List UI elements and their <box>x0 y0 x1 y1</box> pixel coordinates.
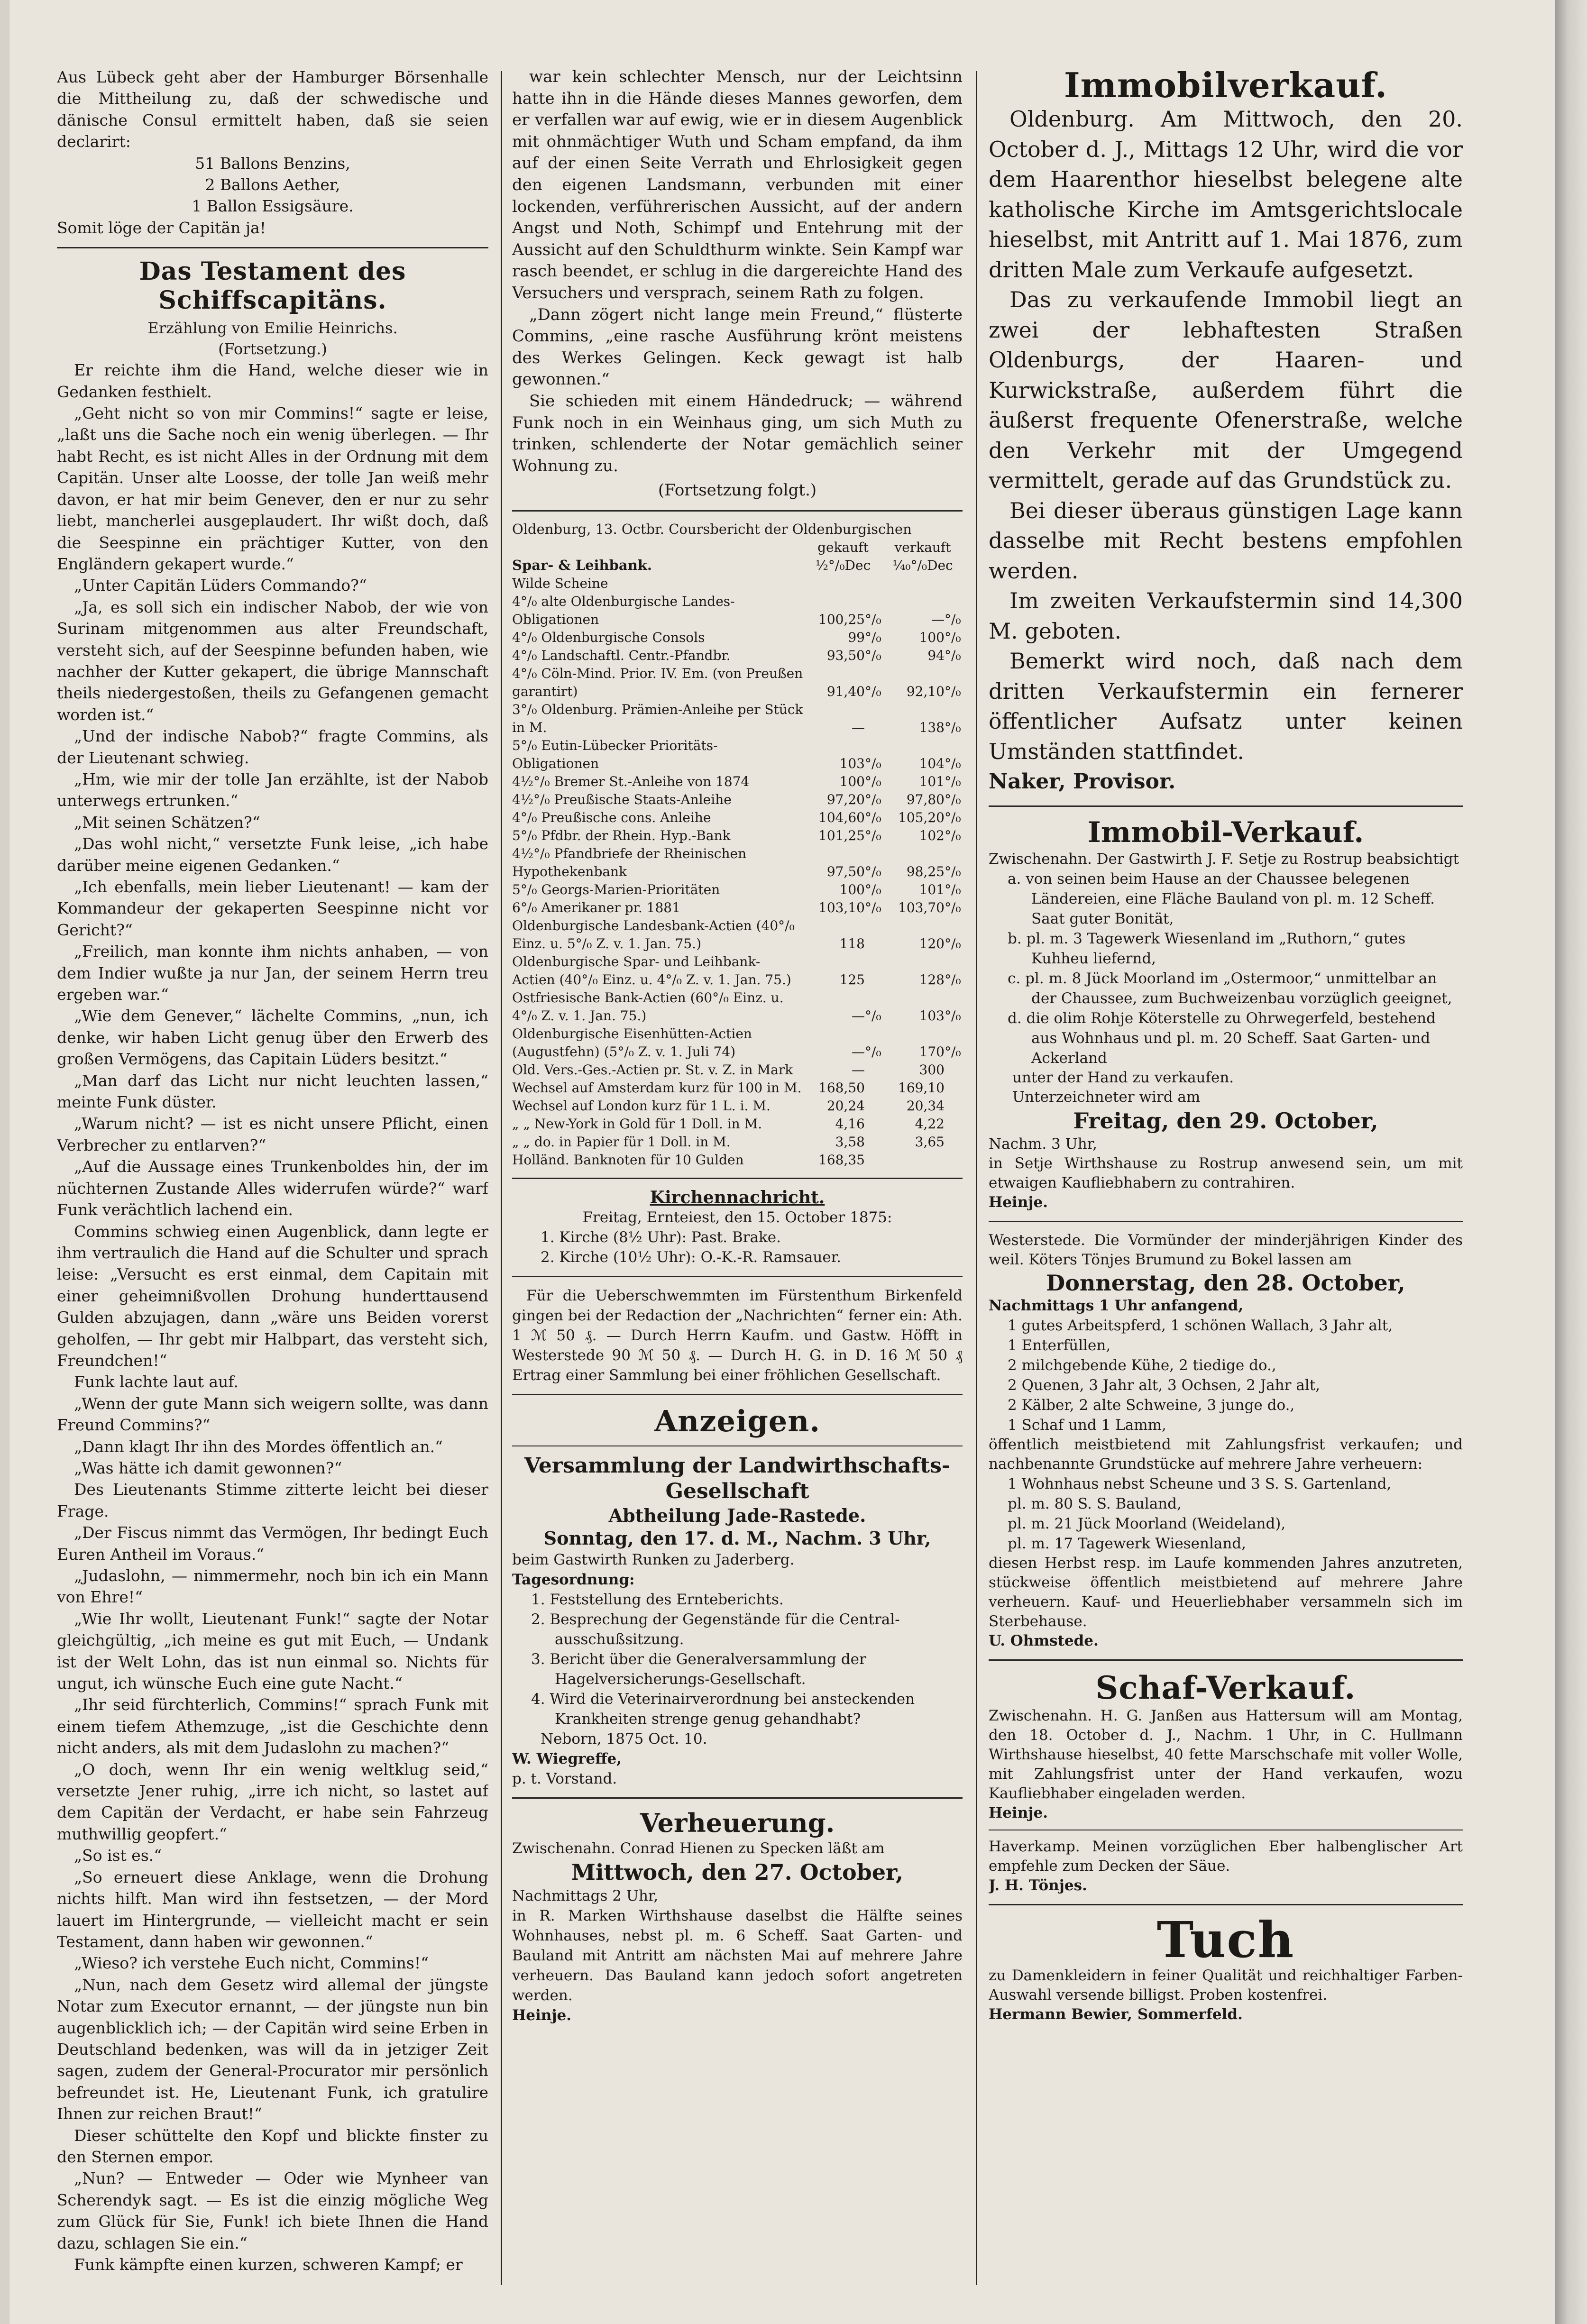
story-paragraph: „Ihr seid fürchterlich, Commins!“ sprach Funk mit einem tiefem Athemzuge, „ist die Geschichte denn nicht anders, als mit dem Judaslohn zu machen?“ <box>57 1695 488 1757</box>
bought-value: 4,16 <box>835 1116 865 1132</box>
cloth-ad-title: Tuch <box>1156 1910 1295 1969</box>
bought-unit: °/₀ <box>865 791 881 807</box>
bought-unit <box>865 1061 883 1079</box>
bought-unit: °/₀ <box>865 827 881 843</box>
sheep-sale-signature: Heinje. <box>989 1804 1048 1821</box>
flood-relief-text: Für die Ueberschwemmten im Fürstenthum Birkenfeld gingen bei der Redaction der „Nachrichten“ ferner ein: Ath. 1 ℳ 50 ₰. — Durch Herrn Kaufm. und Gastw. Höfft in Westerstede 90 ℳ 50 ₰. — Durch H. G. in D. 16 ℳ 50 ₰ Ertrag einer Sammlung bei einer fröhlichen Gesellschaft. <box>512 1287 963 1384</box>
section-rule <box>989 1904 1463 1905</box>
sold-value: 103 <box>919 1007 945 1024</box>
section-rule <box>512 1797 963 1799</box>
story-paragraph: „Ich ebenfalls, mein lieber Lieutenant! — kam der Kommandeur der gekaperten Seespinne nicht vor Gericht?“ <box>57 878 488 939</box>
bought-unit <box>865 917 883 953</box>
column-rule-2 <box>976 71 977 2285</box>
ads-heading: Anzeigen. <box>654 1403 820 1438</box>
bought-value: 118 <box>839 935 865 952</box>
auction-mid: öffentlich meistbietend mit Zahlungsfrist verkaufen; und nachbenannte Grundstücke auf mehrere Jahre verheuern: <box>989 1436 1463 1473</box>
bought-unit: °/₀ <box>865 611 881 627</box>
story-paragraph: „Was hätte ich damit gewonnen?“ <box>74 1458 342 1477</box>
boar-notice-signature: J. H. Tönjes. <box>989 1876 1087 1894</box>
security-name: Old. Vers.-Ges.-Actien pr. St. v. Z. in Mark <box>512 1061 793 1078</box>
story-paragraph: „Wenn der gute Mann sich weigern sollte, was dann Freund Commins?“ <box>57 1394 488 1435</box>
column-header-sold: verkauft <box>894 539 951 555</box>
bought-value: 93,50 <box>826 647 865 663</box>
page-left-strip <box>0 0 9 2324</box>
exchange-row <box>512 953 963 989</box>
exchange-row <box>512 773 963 791</box>
sold-value: 100 <box>919 629 945 645</box>
section-rule <box>512 510 963 512</box>
exchange-row <box>512 647 963 665</box>
cloth-ad-signature: Hermann Bewier, Sommerfeld. <box>989 2005 1243 2023</box>
lease-ad <box>512 1807 963 2025</box>
sold-value: 102 <box>919 827 945 843</box>
security-name: Ostfriesische Bank-Actien (60°/₀ Einz. u. 4°/₀ Z. v. 1. Jan. 75.) <box>512 989 784 1024</box>
property-sale-paragraph: Bemerkt wird noch, daß nach dem dritten Verkaufstermin ein fernerer öffentlicher Aufsatz unter keinen Umständen stattfindet. <box>989 648 1463 764</box>
lease-text: in R. Marken Wirthshause daselbst die Hälfte seines Wohnhauses, nebst pl. m. 6 Scheff. Saat Garten- und Bauland mit Antritt am nächsten Mai auf mehrere Jahre verheuern. Das Bauland kann jedoch sofort angetreten werden. <box>512 1907 963 2004</box>
security-name: „ „ do. in Papier für 1 Doll. in M. <box>512 1134 731 1150</box>
sold-unit <box>945 1079 963 1097</box>
meeting-agenda-title: Tagesordnung: <box>512 1571 635 1588</box>
meeting-location-date: Neborn, 1875 Oct. 10. <box>541 1730 707 1748</box>
column-rule-1 <box>501 71 502 2285</box>
security-name: 5°/₀ Pfdbr. der Rhein. Hyp.-Bank <box>512 827 731 843</box>
story-paragraph: „Dann zögert nicht lange mein Freund,“ flüsterte Commins, „eine rasche Ausführung krönt meistens des Werkes Gelingen. Keck gewagt ist halb gewonnen.“ <box>512 305 963 389</box>
bought-unit: °/₀ <box>865 647 881 663</box>
sold-unit <box>945 1061 963 1079</box>
story-paragraph: „Warum nicht? — ist es nicht unsere Pflicht, einen Verbrecher zu entlarven?“ <box>57 1114 488 1154</box>
sold-unit: °/₀ <box>945 971 961 988</box>
bought-unit: °/₀ <box>865 755 881 771</box>
sold-value: 169,10 <box>898 1080 945 1096</box>
exchange-row <box>512 917 963 953</box>
column-header-sold-unit: ¼₀°/₀Dec <box>892 557 953 573</box>
auction-intro: Westerstede. Die Vormünder der minderjährigen Kinder des weil. Köters Tönjes Brumund zu Bokel lassen am <box>989 1231 1463 1268</box>
bought-value: 20,24 <box>826 1098 865 1114</box>
auction-plot: pl. m. 21 Jück Moorland (Weideland), <box>1008 1515 1286 1532</box>
sold-value: 101 <box>919 773 945 789</box>
exchange-header: Oldenburg, 13. Octbr. Coursbericht der Oldenburgischen <box>512 521 912 537</box>
bought-unit <box>865 1151 883 1169</box>
story-paragraph: Des Lieutenants Stimme zitterte leicht bei dieser Frage. <box>57 1480 488 1520</box>
to-be-continued: (Fortsetzung folgt.) <box>658 481 817 500</box>
bought-value: — <box>852 1043 865 1060</box>
cargo-item: 2 Ballons Aether, <box>205 175 340 194</box>
section-rule <box>512 1276 963 1277</box>
column-right <box>989 66 1463 2024</box>
exchange-row <box>512 1061 963 1079</box>
story-body-continued <box>512 66 963 477</box>
property-sale-text <box>989 104 1463 767</box>
security-name: Wilde Scheine <box>512 575 608 591</box>
auction-plot: pl. m. 17 Tagewerk Wiesenland, <box>1008 1535 1247 1552</box>
lease-signature: Heinje. <box>512 2006 572 2024</box>
story-paragraph: „Auf die Aussage eines Trunkenboldes hin, der im nüchternen Zustande Alles widerrufen würde?“ warf Funk verächtlich lachend ein. <box>57 1157 488 1219</box>
auction-plot: 1 Wohnhaus nebst Scheune und 3 S. S. Gartenland, <box>1008 1475 1392 1492</box>
flood-relief-notice <box>512 1286 963 1385</box>
property-sale2-after: Unterzeichneter wird am <box>1012 1088 1201 1106</box>
section-rule <box>512 1178 963 1179</box>
story-paragraph: „Wieso? ich verstehe Euch nicht, Commins!“ <box>74 1954 429 1973</box>
sold-value: 101 <box>919 881 945 897</box>
sold-unit <box>945 1115 963 1133</box>
security-name: 4°/₀ Cöln-Mind. Prior. IV. Em. (von Preußen garantirt) <box>512 665 803 699</box>
bought-unit <box>865 953 883 989</box>
property-sale2-items <box>989 869 1463 1068</box>
sold-value <box>883 575 945 593</box>
exchange-row <box>512 1079 963 1097</box>
sold-value: 105,20 <box>898 809 945 825</box>
exchange-rows <box>512 575 963 1169</box>
story-paragraph: „Nun? — Entweder — Oder wie Mynheer van Scherendyk sagt. — Es ist die einzig mögliche Weg zum Glück für Sie, Funk! ich biete Ihnen die Hand dazu, schlagen Sie ein.“ <box>57 2169 488 2252</box>
bought-unit <box>865 1133 883 1151</box>
exchange-row <box>512 1025 963 1061</box>
story-paragraph: „Wie Ihr wollt, Lieutenant Funk!“ sagte der Notar gleichgültig, „ich meine es gut mit Euch, — Undank ist der Welt Lohn, das ist nun einmal so. Nichts für ungut, ich wünsche Euch eine gute Nacht.“ <box>57 1609 488 1693</box>
sold-unit: °/₀ <box>945 719 961 735</box>
bought-value: 168,35 <box>818 1152 865 1168</box>
church-notice <box>512 1188 963 1267</box>
story-paragraph: „Dann klagt Ihr ihn des Mordes öffentlich an.“ <box>74 1437 443 1456</box>
story-paragraph: „Ja, es soll sich ein indischer Nabob, der wie von Surinam mitgenommen aus alter Freundschaft, versteht sich, auf der Seespinne befunden haben, wie nachher der Kutter gekapert, die übrige Mannschaft theils niedergestoßen, theils zu Gefangenen gemacht worden ist.“ <box>57 597 488 724</box>
sold-unit: °/₀ <box>945 935 961 952</box>
sold-value: 92,10 <box>906 683 945 699</box>
sold-unit: °/₀ <box>945 773 961 789</box>
security-name: 4°/₀ Oldenburgische Consols <box>512 629 705 645</box>
story-paragraph: Dieser schüttelte den Kopf und blickte finster zu den Sternen empor. <box>57 2126 488 2166</box>
meeting-agenda <box>512 1590 963 1729</box>
property-sale2-text: in Setje Wirthshause zu Rostrup anwesend sein, um mit etwaigen Kaufliebhabern zu contrahiren. <box>989 1154 1463 1191</box>
story-paragraph: Funk kämpfte einen kurzen, schweren Kampf; er <box>74 2255 463 2274</box>
auction-item: 1 gutes Arbeitspferd, 1 schönen Wallach, 3 Jahr alt, <box>1008 1317 1393 1334</box>
sold-unit <box>945 575 963 593</box>
exchange-row <box>512 701 963 737</box>
sold-value: 97,80 <box>906 791 945 807</box>
property-sale-paragraph: Bei dieser überaus günstigen Lage kann dasselbe mit Recht bestens empfohlen werden. <box>989 497 1463 584</box>
exchange-row <box>512 665 963 701</box>
story-title: Das Testament des Schiffscapitäns. <box>139 257 406 315</box>
sold-unit: °/₀ <box>945 791 961 807</box>
security-name: 3°/₀ Oldenburg. Prämien-Anleihe per Stück in M. <box>512 701 803 735</box>
auction-item: 2 Kälber, 2 alte Schweine, 3 junge do., <box>1008 1396 1295 1414</box>
agenda-item: 1. Feststellung des Ernteberichts. <box>531 1591 784 1608</box>
bought-value: — <box>852 1061 865 1078</box>
meeting-title: Versammlung der Landwirthschafts-Gesellschaft <box>524 1453 951 1503</box>
auction-end: diesen Herbst resp. im Laufe kommenden Jahres anzutreten, stückweise öffentlich meistbietend auf mehrere Jahre verheuern. Kauf- und Heuerliebhaber versammeln sich im Sterbehause. <box>989 1554 1463 1630</box>
lease-title: Verheuerung. <box>640 1807 835 1838</box>
security-name: Wechsel auf London kurz für 1 L. i. M. <box>512 1098 771 1114</box>
auction-items <box>989 1316 1463 1435</box>
sold-value: 120 <box>919 935 945 952</box>
sold-value <box>883 1151 945 1169</box>
column-left <box>57 66 488 2275</box>
intro-block <box>57 66 488 238</box>
bought-unit <box>865 1079 883 1097</box>
auction-item: 1 Enterfüllen, <box>1008 1336 1111 1354</box>
bought-unit: °/₀ <box>865 809 881 825</box>
auction-item: 1 Schaf und 1 Lamm, <box>1008 1416 1166 1434</box>
property-item: a. von seinen beim Hause an der Chaussee belegenen Ländereien, eine Fläche Bauland von pl. m. 12 Scheff. Saat guter Bonität, <box>1008 870 1435 927</box>
church-line: 1. Kirche (8½ Uhr): Past. Brake. <box>541 1228 781 1246</box>
security-name: Holländ. Banknoten für 10 Gulden <box>512 1152 744 1168</box>
lease-time: Nachmittags 2 Uhr, <box>512 1887 659 1904</box>
sold-value: 128 <box>919 971 945 988</box>
column-header-bought-unit: ½°/₀Dec <box>815 557 871 573</box>
exchange-row <box>512 737 963 773</box>
auction-item: 2 milchgebende Kühe, 2 tiedige do., <box>1008 1356 1276 1374</box>
property-sale-title: Immobilverkauf. <box>1064 66 1388 105</box>
story-continuation: (Fortsetzung.) <box>218 340 327 358</box>
security-name: 4°/₀ Landschaftl. Centr.-Pfandbr. <box>512 647 731 663</box>
cloth-ad-text: zu Damenkleidern in feiner Qualität und reichhaltiger Farben-Auswahl versende billigst. Proben kostenfrei. <box>989 1967 1463 2004</box>
sold-unit: °/₀ <box>945 683 961 699</box>
exchange-row <box>512 1097 963 1115</box>
property-sale2-signature: Heinje. <box>989 1193 1048 1211</box>
section-rule <box>989 805 1463 807</box>
bought-value: 3,58 <box>835 1134 865 1150</box>
bought-value: 103,10 <box>818 899 865 915</box>
story-paragraph: „Man darf das Licht nur nicht leuchten lassen,“ meinte Funk düster. <box>57 1071 488 1112</box>
bought-value: 100 <box>839 773 865 789</box>
sold-value: 4,22 <box>915 1116 945 1132</box>
exchange-row <box>512 845 963 881</box>
meeting-signature-role: p. t. Vorstand. <box>512 1770 617 1787</box>
security-name: 6°/₀ Amerikaner pr. 1881 <box>512 899 680 915</box>
sold-value: 104 <box>919 755 945 771</box>
sheep-sale-title: Schaf-Verkauf. <box>1095 1669 1356 1706</box>
sold-unit: °/₀ <box>945 611 961 627</box>
sold-value: 94 <box>927 647 945 663</box>
sold-unit: °/₀ <box>945 1043 961 1060</box>
meeting-signature: W. Wiegreffe, <box>512 1750 622 1767</box>
story-paragraph: „Unter Capitän Lüders Commando?“ <box>74 576 367 595</box>
story-paragraph: war kein schlechter Mensch, nur der Leichtsinn hatte ihn in die Hände dieses Mannes geworfen, dem er verfallen war auf ewig, wie er in diesem Augenblick mit ohnmächtiger Wuth und Scham empfand, da ihm auf der einen Seite Verrath und Ehrlosigkeit gegen den eigenen Landsmann, verbunden mit einer lockenden, verführerischen Aussicht, auf der andern Angst und Noth, Schimpf und Entehrung mit der Aussicht auf den Schuldthurm winkte. Sein Kampf war rasch beendet, er schlug in die dargereichte Hand des Versuchers und versprach, seinem Rath zu folgen. <box>512 67 963 302</box>
bought-value: — <box>852 1007 865 1024</box>
lease-intro: Zwischenahn. Conrad Hienen zu Specken läßt am <box>512 1839 885 1857</box>
bought-unit: °/₀ <box>865 683 881 699</box>
agenda-item: 3. Bericht über die Generalversammlung der Hagelversicherungs-Gesellschaft. <box>531 1650 866 1688</box>
story-paragraph: „Mit seinen Schätzen?“ <box>74 813 260 832</box>
property-sale2-date: Freitag, den 29. October, <box>1073 1107 1378 1134</box>
sold-value: 3,65 <box>915 1134 945 1150</box>
exchange-row <box>512 593 963 629</box>
exchange-row <box>512 575 963 593</box>
bought-unit <box>865 575 883 593</box>
bought-value: 104,60 <box>818 809 865 825</box>
sold-unit: °/₀ <box>945 809 961 825</box>
story-paragraph: „Hm, wie mir der tolle Jan erzählte, ist der Nabob unterwegs ertrunken.“ <box>57 769 488 810</box>
property-sale-paragraph: Oldenburg. Am Mittwoch, den 20. October d. J., Mittags 12 Uhr, wird die vor dem Haarenthor hieselbst belegene alte katholische Kirche im Amtsgerichtslocale hieselbst, mit Antritt auf 1. Mai 1876, zum dritten Male zum Verkaufe aufgesetzt. <box>989 106 1463 283</box>
sold-value: 138 <box>919 719 945 735</box>
security-name: Oldenburgische Eisenhütten-Actien (Augustfehn) (5°/₀ Z. v. 1. Juli 74) <box>512 1025 752 1060</box>
bought-unit: °/₀ <box>865 1043 881 1060</box>
exchange-row <box>512 989 963 1025</box>
security-name: Wechsel auf Amsterdam kurz für 100 in M. <box>512 1080 802 1096</box>
cargo-item: 1 Ballon Essigsäure. <box>192 197 354 216</box>
meeting-subtitle: Abtheilung Jade-Rastede. <box>608 1504 866 1526</box>
bought-value: 125 <box>839 971 865 988</box>
sold-unit: °/₀ <box>945 881 961 897</box>
bought-value <box>803 575 865 593</box>
story-paragraph: Sie schieden mit einem Händedruck; — während Funk noch in ein Weinhaus ging, um sich Muth zu trinken, schlenderte der Notar gemächlich seiner Wohnung zu. <box>512 391 963 476</box>
sold-value: — <box>931 611 945 627</box>
church-title: Kirchennachricht. <box>650 1187 825 1208</box>
story-body <box>57 359 488 2275</box>
property-sale-paragraph: Das zu verkaufende Immobil liegt an zwei der lebhaftesten Straßen Oldenburgs, der Haaren- und Kurwickstraße, außerdem führt die äußerst frequente Ofenerstraße, welche den Verkehr mit der Umgegend vermittelt, gerade auf das Grundstück zu. <box>989 287 1463 493</box>
bought-unit: °/₀ <box>865 899 881 915</box>
story-paragraph: Funk lachte laut auf. <box>74 1372 239 1391</box>
column-middle <box>512 66 963 2025</box>
sold-unit: °/₀ <box>945 899 961 915</box>
section-rule <box>989 1659 1463 1661</box>
exchange-row <box>512 827 963 845</box>
property-item: d. die olim Rohje Köterstelle zu Ohrwegerfeld, bestehend aus Wohnhaus und pl. m. 20 Scheff. Saat Garten- und Ackerland <box>1008 1009 1436 1067</box>
section-rule <box>989 1221 1463 1222</box>
exchange-row <box>512 809 963 827</box>
story-paragraph: „Nun, nach dem Gesetz wird allemal der jüngste Notar zum Executor ernannt, — der jüngste nun bin augenblicklich ich; — der Capitän wird seine Erben in Deutschland bedenken, was will da in jetziger Zeit sagen, zudem der General-Procurator mir persönlich befreundet ist. He, Lieutenant Funk, ich gratulire Ihnen zur reichen Braut!“ <box>57 1975 488 2123</box>
section-rule <box>57 247 488 248</box>
security-name: 4½°/₀ Preußische Staats-Anleihe <box>512 791 732 807</box>
sold-unit: °/₀ <box>945 755 961 771</box>
property-sale-signature: Naker, Provisor. <box>989 769 1176 794</box>
story-paragraph: „Das wohl nicht,“ versetzte Funk leise, „ich habe darüber meine eigenen Gedanken.“ <box>57 834 488 875</box>
bought-value: 101,25 <box>818 827 865 843</box>
bought-value: 97,50 <box>826 863 865 879</box>
bought-value: 99 <box>848 629 865 645</box>
property-sale2-intro: Zwischenahn. Der Gastwirth J. F. Setje zu Rostrup beabsichtigt <box>989 850 1459 868</box>
security-name: 4½°/₀ Bremer St.-Anleihe von 1874 <box>512 773 750 789</box>
exchange-row <box>512 899 963 917</box>
auction-item: 2 Quenen, 3 Jahr alt, 3 Ochsen, 2 Jahr alt, <box>1008 1376 1321 1394</box>
story-paragraph: Er reichte ihm die Hand, welche dieser wie in Gedanken festhielt. <box>57 361 488 401</box>
column-header-bought: gekauft <box>817 539 869 555</box>
bought-value: 97,20 <box>826 791 865 807</box>
sold-unit: °/₀ <box>945 647 961 663</box>
auction-plots <box>989 1474 1463 1554</box>
meeting-ad <box>512 1453 963 1789</box>
security-name: „ „ New-York in Gold für 1 Doll. in M. <box>512 1116 762 1132</box>
lease-date: Mittwoch, den 27. October, <box>571 1859 903 1885</box>
exchange-report <box>512 520 963 1169</box>
sold-unit: °/₀ <box>945 827 961 843</box>
story-paragraph: „Der Fiscus nimmt das Vermögen, Ihr bedingt Euch Euren Antheil im Voraus.“ <box>57 1523 488 1564</box>
bought-value: 91,40 <box>826 683 865 699</box>
bought-value: 103 <box>839 755 865 771</box>
security-name: Oldenburgische Landesbank-Actien (40°/₀ Einz. u. 5°/₀ Z. v. 1. Jan. 75.) <box>512 917 795 952</box>
agenda-item: 2. Besprechung der Gegenstände für die Central-ausschußsitzung. <box>531 1610 900 1648</box>
property-sale2-time: Nachm. 3 Uhr, <box>989 1135 1097 1153</box>
exchange-row <box>512 1133 963 1151</box>
story-paragraph: „O doch, wenn Ihr ein wenig weltklug seid,“ versetzte Jener ruhig, „irre ich nicht, so lastet auf dem Capitän der Verdacht, er habe sein Fahrzeug muthwillig geopfert.“ <box>57 1760 488 1843</box>
story-paragraph: „Geht nicht so von mir Commins!“ sagte er leise, „laßt uns die Sache noch ein wenig überlegen. — Ihr habt Recht, es ist nicht Alles in der Ordnung mit dem Capitän. Unser alte Loosse, der tolle Jan weiß mehr davon, er hat mir beim Genever, den er nur zu sehr liebt, mancherlei ausgeplaudert. Ihr wißt doch, daß die Seespinne ein prächtiger Kutter, von den Engländern gekapert wurde.“ <box>57 404 488 573</box>
security-name: 4½°/₀ Pfandbriefe der Rheinischen Hypothekenbank <box>512 845 747 879</box>
auction-signature: U. Ohmstede. <box>989 1632 1099 1649</box>
sold-unit <box>945 1133 963 1151</box>
intro-outro: Somit löge der Capitän ja! <box>57 218 266 237</box>
security-name: Oldenburgische Spar- und Leihbank-Actien (40°/₀ Einz. u. 4°/₀ Z. v. 1. Jan. 75.) <box>512 953 791 988</box>
exchange-row <box>512 1115 963 1133</box>
bought-unit: °/₀ <box>865 881 881 897</box>
story-paragraph: „So ist es.“ <box>74 1846 162 1865</box>
sold-unit <box>945 1097 963 1115</box>
property-item: c. pl. m. 8 Jück Moorland im „Ostermoor,“ unmittelbar an der Chaussee, zum Buchweizenbau vorzüglich geeignet, <box>1008 970 1452 1007</box>
cargo-list <box>57 153 488 217</box>
security-name: 5°/₀ Eutin-Lübecker Prioritäts-Obligationen <box>512 737 718 771</box>
bought-unit <box>865 701 883 737</box>
auction-plot: pl. m. 80 S. S. Bauland, <box>1008 1495 1182 1512</box>
security-name: 5°/₀ Georgs-Marien-Prioritäten <box>512 881 720 897</box>
story-paragraph: „So erneuert diese Anklage, wenn die Drohung nichts hilft. Man wird ihn festsetzen, — der Mord lauert im Hintergrunde, — vielleicht macht er sein Testament, dann haben wir gewonnen.“ <box>57 1867 488 1951</box>
cargo-item: 51 Ballons Benzins, <box>195 154 350 173</box>
sold-value: 98,25 <box>906 863 945 879</box>
story-paragraph: „Und der indische Nabob?“ fragte Commins, als der Lieutenant schwieg. <box>57 727 488 767</box>
story-paragraph: „Freilich, man konnte ihm nichts anhaben, — von dem Indier wußte ja nur Jan, der seinem Herrn treu ergeben war.“ <box>57 942 488 1004</box>
church-line: 2. Kirche (10½ Uhr): O.-K.-R. Ramsauer. <box>541 1248 841 1266</box>
bought-unit <box>865 1097 883 1115</box>
security-name: 4°/₀ Preußische cons. Anleihe <box>512 809 711 825</box>
sold-value: 103,70 <box>898 899 945 915</box>
exchange-bank: Spar- & Leihbank. <box>512 557 652 573</box>
sold-value: 20,34 <box>906 1098 945 1114</box>
bought-unit: °/₀ <box>865 773 881 789</box>
exchange-row <box>512 791 963 809</box>
exchange-row <box>512 881 963 899</box>
sold-unit: °/₀ <box>945 863 961 879</box>
sold-unit <box>945 1151 963 1169</box>
section-rule <box>512 1394 963 1395</box>
boar-notice-text: Haverkamp. Meinen vorzüglichen Eber halbenglischer Art empfehle zum Decken der Säue. <box>989 1838 1463 1875</box>
story-paragraph: Commins schwieg einen Augenblick, dann legte er ihm vertraulich die Hand auf die Schulter und sprach leise: „Versucht es erst einmal, dem Capitain mit einer geheimnißvollen Drohung hunderttausend Gulden abzujagen, dann „wäre uns Beiden vorerst geholfen, — Ihr gebt mir Halbpart, das versteht sich, Freundchen!“ <box>57 1222 488 1370</box>
property-item: b. pl. m. 3 Tagewerk Wiesenland im „Ruthorn,“ gutes Kuhheu liefernd, <box>1008 930 1406 967</box>
sold-value: 300 <box>919 1061 945 1078</box>
church-line: Freitag, Ernteiest, den 15. October 1875: <box>582 1208 892 1226</box>
page-edge-right <box>1555 0 1587 2324</box>
sold-value: 170 <box>919 1043 945 1060</box>
property-sale-paragraph: Im zweiten Verkaufstermin sind 14,300 M. geboten. <box>989 588 1463 644</box>
bought-value: — <box>852 719 865 735</box>
auction-date: Donnerstag, den 28. October, <box>1046 1270 1405 1296</box>
property-sale2-after: unter der Hand zu verkaufen. <box>1012 1069 1234 1086</box>
sold-unit: °/₀ <box>945 629 961 645</box>
bought-unit <box>865 1115 883 1133</box>
bought-value: 100,25 <box>818 611 865 627</box>
exchange-table <box>512 539 963 1169</box>
bought-unit: °/₀ <box>865 1007 881 1024</box>
story-author: Erzählung von Emilie Heinrichs. <box>147 319 398 338</box>
exchange-row <box>512 629 963 647</box>
property-sale2-title: Immobil-Verkauf. <box>1087 815 1364 849</box>
sheep-sale-text: Zwischenahn. H. G. Janßen aus Hattersum will am Montag, den 18. October d. J., Nachm. 1 Uhr, in C. Hullmann Wirthshause hieselbst, 40 fette Marschschafe mit voller Wolle, mit Zahlungsfrist unter der Hand verkaufen, wozu Kaufliebhaber eingeladen werden. <box>989 1707 1463 1802</box>
meeting-place: beim Gastwirth Runken zu Jaderberg. <box>512 1551 795 1568</box>
agenda-item: 4. Wird die Veterinairverordnung bei ansteckenden Krankheiten strenge genug gehandhabt? <box>531 1690 915 1728</box>
story-paragraph: „Wie dem Genever,“ lächelte Commins, „nun, ich denke, wir haben Licht genug über den Erwerb des großen Vermögens, das Capitain Lüders besitzt.“ <box>57 1006 488 1069</box>
bought-value: 168,50 <box>818 1080 865 1096</box>
intro-paragraph: Aus Lübeck geht aber der Hamburger Börsenhalle die Mittheilung zu, daß der schwedische und dänische Consul ermittelt haben, daß sie seien declarirt: <box>57 68 488 151</box>
bought-unit: °/₀ <box>865 863 881 879</box>
exchange-row <box>512 1151 963 1169</box>
bought-value: 100 <box>839 881 865 897</box>
meeting-date: Sonntag, den 17. d. M., Nachm. 3 Uhr, <box>543 1527 931 1549</box>
auction-time: Nachmittags 1 Uhr anfangend, <box>989 1297 1244 1314</box>
bought-unit: °/₀ <box>865 629 881 645</box>
sold-unit: °/₀ <box>945 1007 961 1024</box>
story-paragraph: „Judaslohn, — nimmermehr, noch bin ich ein Mann von Ehre!“ <box>57 1566 488 1607</box>
security-name: 4°/₀ alte Oldenburgische Landes-Obligationen <box>512 593 735 627</box>
